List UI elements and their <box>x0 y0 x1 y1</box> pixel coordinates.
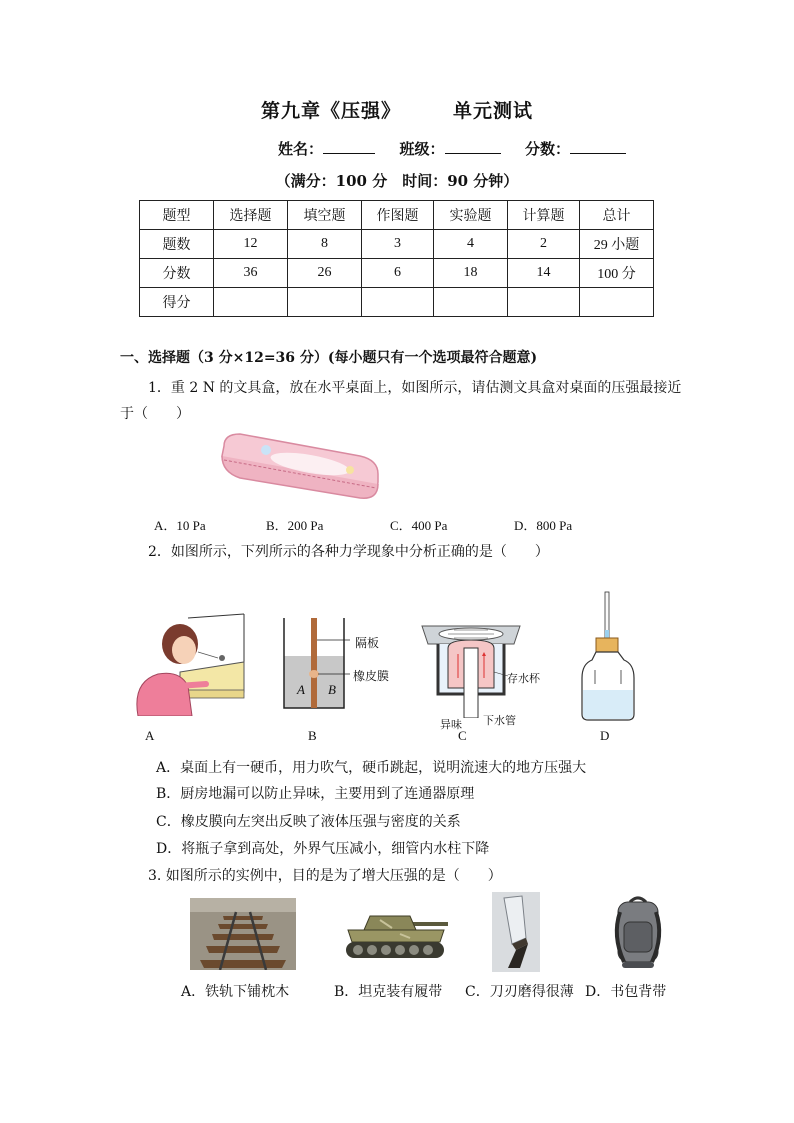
q1-line1: 1．重 2 N 的文具盒，放在水平桌面上，如图所示，请估测文具盒对桌面的压强最接近 <box>148 380 682 396</box>
page-title <box>0 96 794 123</box>
score-table-cell: 3 <box>362 230 434 259</box>
figure-b-partition <box>280 612 400 716</box>
q3-option-d[interactable]: D．书包背带 <box>585 984 667 1000</box>
score-table-header-cell: 实验题 <box>434 201 508 230</box>
score-table-cell: 29 小题 <box>580 230 654 259</box>
figure-b-label: B <box>308 728 317 743</box>
exam-meta: （满分：100 分 时间：90 分钟） <box>275 172 519 190</box>
figure-a-label: A <box>145 728 155 743</box>
q2-option-c[interactable]: C．橡皮膜向左突出反映了液体压强与密度的关系 <box>156 814 461 830</box>
class-blank[interactable] <box>445 139 501 154</box>
score-table-header-cell: 作图题 <box>362 201 434 230</box>
score-table-cell: 18 <box>434 259 508 288</box>
figure-b-partition-text: 隔板 <box>355 636 380 650</box>
score-table-cell: 100 分 <box>580 259 654 288</box>
score-table-row <box>140 230 654 259</box>
score-table-cell: 12 <box>214 230 288 259</box>
q3-option-c[interactable]: C．刀刃磨得很薄 <box>465 984 574 1000</box>
figure-c-pipe-text: 下水管 <box>483 714 516 727</box>
q1-option-a[interactable]: A．10 Pa <box>154 518 206 533</box>
score-table-cell: 8 <box>288 230 362 259</box>
q3-stem: 3. 如图所示的实例中，目的是为了增大压强的是（ ） <box>148 868 502 884</box>
score-table-cell[interactable] <box>288 288 362 317</box>
figure-c-cup-text: 存水杯 <box>507 672 540 685</box>
figure-a-blowing-coin <box>118 612 248 716</box>
score-table-header-cell: 总计 <box>580 201 654 230</box>
score-table-cell[interactable] <box>434 288 508 317</box>
score-table-header-cell: 题型 <box>140 201 214 230</box>
q2-option-b[interactable]: B．厨房地漏可以防止异味，主要用到了连通器原理 <box>156 786 475 802</box>
score-table-header-cell: 填空题 <box>288 201 362 230</box>
title-test: 单元测试 <box>453 100 534 122</box>
q2-stem: 2．如图所示，下列所示的各种力学现象中分析正确的是（ ） <box>148 544 549 560</box>
figure-b-a-text: A <box>297 682 305 697</box>
score-table-cell[interactable] <box>214 288 288 317</box>
railway-sleepers-image <box>190 898 296 970</box>
figure-b-b-text: B <box>328 682 336 697</box>
score-table-cell[interactable] <box>508 288 580 317</box>
figure-b-membrane-text: 橡皮膜 <box>353 669 390 683</box>
title-chapter: 第九章《压强》 <box>260 100 401 122</box>
score-label: 分数： <box>524 140 570 158</box>
pencil-case-image <box>210 426 390 506</box>
q2-option-d[interactable]: D．将瓶子拿到高处，外界气压减小，细管内水柱下降 <box>156 841 490 857</box>
student-info <box>278 138 626 159</box>
class-label: 班级： <box>399 140 445 158</box>
figure-d-bottle-tube <box>578 590 638 724</box>
knife-image <box>492 892 540 972</box>
score-table-cell: 36 <box>214 259 288 288</box>
q1-option-b[interactable]: B．200 Pa <box>266 518 324 533</box>
score-table-cell: 4 <box>434 230 508 259</box>
score-table-cell: 6 <box>362 259 434 288</box>
score-table-row-label: 分数 <box>140 259 214 288</box>
tank-image <box>340 908 452 964</box>
q1-option-c[interactable]: C．400 Pa <box>390 518 448 533</box>
score-table-cell: 26 <box>288 259 362 288</box>
q3-option-b[interactable]: B．坦克装有履带 <box>334 984 443 1000</box>
figure-c-floor-drain <box>418 618 528 718</box>
figure-c-odor-text: 异味 <box>440 718 462 731</box>
score-table-cell[interactable] <box>580 288 654 317</box>
score-table <box>139 200 654 317</box>
score-table-row-label: 得分 <box>140 288 214 317</box>
section-heading: 一、选择题（3 分×12=36 分）(每小题只有一个选项最符合题意) <box>120 350 538 366</box>
q3-option-a[interactable]: A．铁轨下铺枕木 <box>181 984 290 1000</box>
score-table-row <box>140 288 654 317</box>
score-table-cell: 2 <box>508 230 580 259</box>
score-table-header-cell: 计算题 <box>508 201 580 230</box>
score-blank[interactable] <box>570 139 626 154</box>
q1-option-d[interactable]: D．800 Pa <box>514 518 573 533</box>
score-table-row <box>140 201 654 230</box>
backpack-image <box>608 892 668 972</box>
score-table-row <box>140 259 654 288</box>
score-table-cell[interactable] <box>362 288 434 317</box>
name-label: 姓名： <box>278 140 324 158</box>
figure-d-label: D <box>600 728 610 743</box>
q1-line2: 于（ ） <box>120 406 190 422</box>
score-table-cell: 14 <box>508 259 580 288</box>
name-blank[interactable] <box>323 139 375 154</box>
q2-option-a[interactable]: A．桌面上有一硬币，用力吹气，硬币跳起，说明流速大的地方压强大 <box>156 760 587 776</box>
score-table-row-label: 题数 <box>140 230 214 259</box>
score-table-header-cell: 选择题 <box>214 201 288 230</box>
figure-c-label: C <box>458 728 467 743</box>
